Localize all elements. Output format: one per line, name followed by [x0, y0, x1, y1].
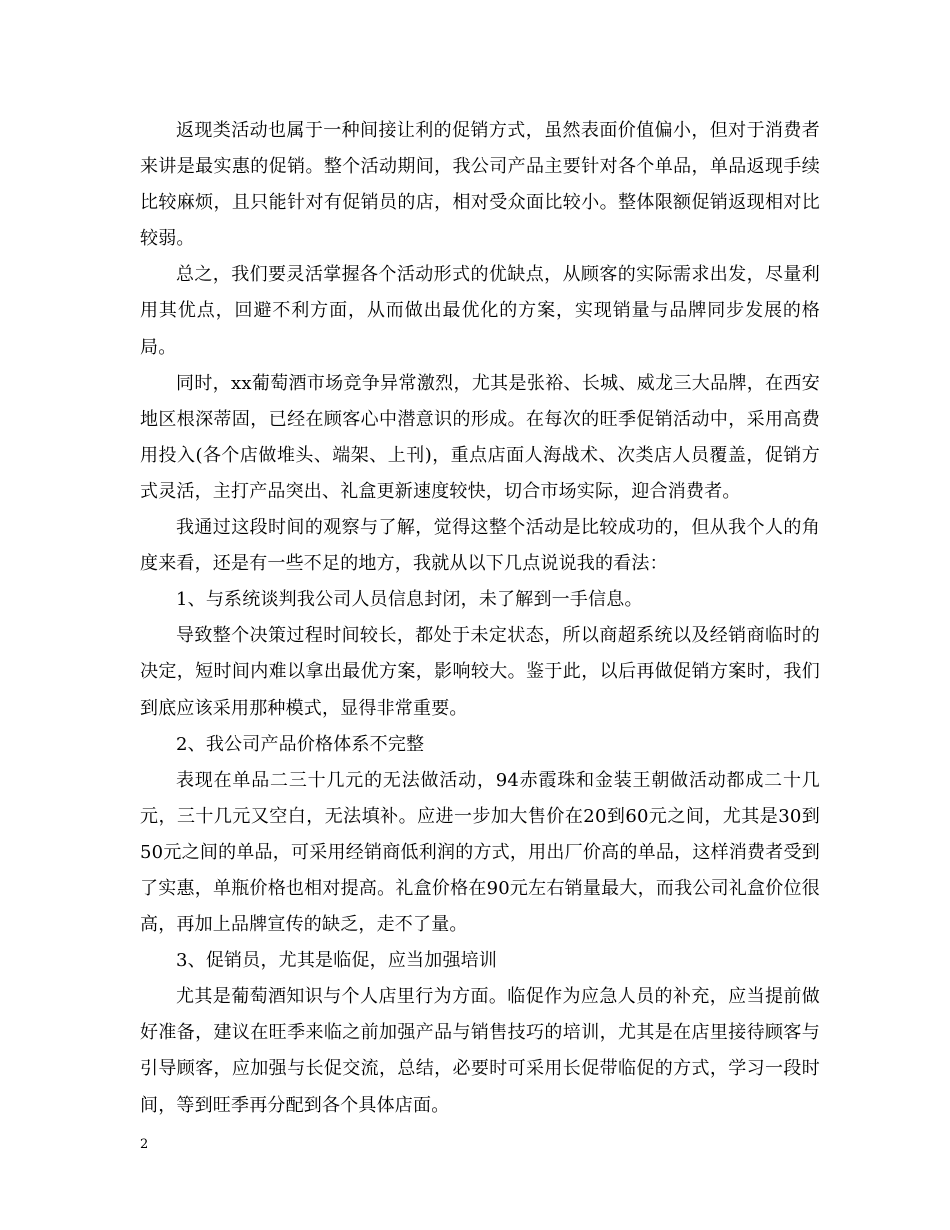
point-3-body: 尤其是葡萄酒知识与个人店里行为方面。临促作为应急人员的补充，应当提前做好准备，建议在旺季来临之前加强产品与销售技巧的培训，尤其是在店里接待顾客与引导顾客，应加强与长促交流，总结，必要时可采用长促带临促的方式，学习一段时间，等到旺季再分配到各个具体店面。	[140, 986, 820, 1116]
paragraph-cashback: 返现类活动也属于一种间接让利的促销方式，虽然表面价值偏小，但对于消费者来讲是最实惠的促销。整个活动期间，我公司产品主要针对各个单品，单品返现手续比较麻烦，且只能针对有促销员的店，相对受众面比较小。整体限额促销返现相对比较弱。	[140, 120, 820, 250]
point-2-body: 表现在单品二三十几元的无法做活动，94赤霞珠和金装王朝做活动都成二十几元，三十几元又空白，无法填补。应进一步加大售价在20到60元之间，尤其是30到50元之间的单品，可采用经销商低利润的方式，用出厂价高的单品，这样消费者受到了实惠，单瓶价格也相对提高。礼盒价格在90元左右销量最大，而我公司礼盒价位很高，再加上品牌宣传的缺乏，走不了量。	[140, 769, 820, 936]
paragraph-observation: 我通过这段时间的观察与了解，觉得这整个活动是比较成功的，但从我个人的角度来看，还是有一些不足的地方，我就从以下几点说说我的看法：	[140, 517, 820, 575]
document-body	[140, 113, 820, 1124]
point-3-heading: 3、促销员，尤其是临促，应当加强培训	[176, 950, 498, 972]
point-1-body: 导致整个决策过程时间较长，都处于未定状态，所以商超系统以及经销商临时的决定，短时间内难以拿出最优方案，影响较大。鉴于此，以后再做促销方案时，我们到底应该采用那种模式，显得非常重要。	[140, 625, 820, 719]
page-number: 2	[140, 1137, 149, 1152]
paragraph-competition: 同时，xx葡萄酒市场竞争异常激烈，尤其是张裕、长城、威龙三大品牌，在西安地区根深蒂固，已经在顾客心中潜意识的形成。在每次的旺季促销活动中，采用高费用投入(各个店做堆头、端架、上刊)，重点店面人海战术、次类店人员覆盖，促销方式灵活，主打产品突出、礼盒更新速度较快，切合市场实际，迎合消费者。	[140, 372, 820, 502]
point-2-heading: 2、我公司产品价格体系不完整	[176, 733, 425, 755]
point-1-heading: 1、与系统谈判我公司人员信息封闭，未了解到一手信息。	[176, 589, 643, 611]
paragraph-summary: 总之，我们要灵活掌握各个活动形式的优缺点，从顾客的实际需求出发，尽量利用其优点，回避不利方面，从而做出最优化的方案，实现销量与品牌同步发展的格局。	[140, 264, 820, 358]
